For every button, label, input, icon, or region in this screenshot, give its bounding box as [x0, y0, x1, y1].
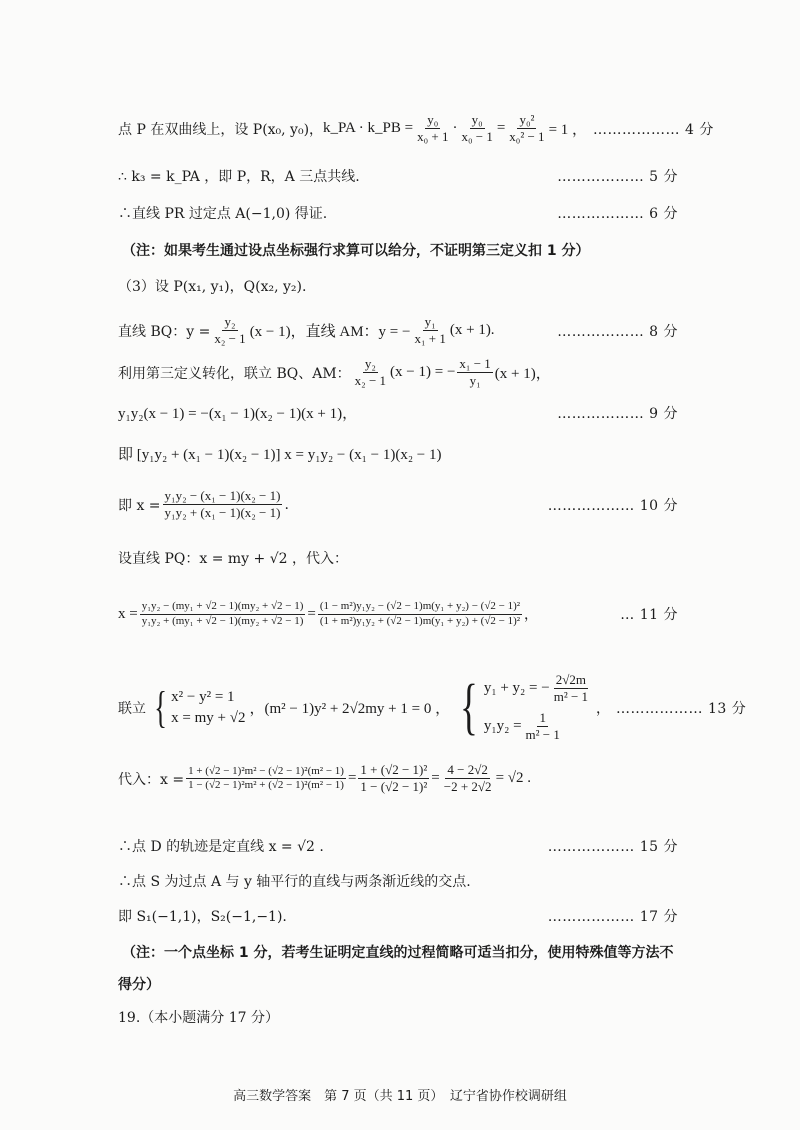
num: 1 — [537, 710, 548, 727]
fraction — [459, 112, 494, 146]
fraction — [140, 600, 306, 629]
text: 即 [y₁y₂ + (x₁ − 1)(x₂ − 1)] x = y₁y₂ − (x₁ − 1)(x₂ − 1) — [118, 447, 442, 463]
math: (x + 1). — [449, 322, 495, 339]
line-17 — [118, 1007, 678, 1027]
score: ……………… 8 分 — [557, 323, 678, 340]
text: 直线 BQ：y = — [118, 323, 211, 340]
line-9 — [118, 488, 678, 522]
den: y₁y₂ + (x₁ − 1)(x₂ − 1) — [164, 505, 281, 521]
fraction — [318, 600, 522, 629]
text: 即 S₁(−1,1)，S₂(−1,−1). — [118, 909, 287, 925]
den: 1 − (√2 − 1)² — [360, 779, 428, 795]
line-5 — [118, 314, 678, 348]
fraction — [442, 762, 494, 796]
text: 设直线 PQ：x = my + √2 ，代入： — [118, 551, 348, 567]
num: y₂ — [363, 356, 378, 373]
score: ……………… 4 分 — [593, 121, 714, 138]
fraction — [412, 314, 447, 348]
math: k_PA · k_PB = — [323, 120, 414, 137]
note-2b — [118, 974, 678, 994]
num: y₁y₂ − (x₁ − 1)(x₂ − 1) — [163, 488, 283, 505]
math: (x − 1) = − — [390, 364, 456, 381]
text: （注：如果考生通过设点坐标强行求算可以给分，不证明第三定义扣 1 分） — [122, 243, 590, 259]
num: (1 − m²)y₁y₂ − (√2 − 1)m(y₁ + y₂) − (√2 − 1)² — [318, 600, 522, 615]
math: (x + 1)， — [494, 366, 551, 383]
text: （3）设 P(x₁, y₁)，Q(x₂, y₂). — [118, 279, 307, 295]
den: y₁y₂ + (my₁ + √2 − 1)(my₂ + √2 − 1) — [141, 614, 304, 627]
num: y₁y₂ − (my₁ + √2 − 1)(my₂ + √2 − 1) — [140, 600, 306, 615]
fraction — [415, 112, 450, 146]
line-7 — [118, 402, 678, 423]
text: 得分） — [118, 977, 160, 993]
line-3 — [118, 203, 678, 223]
num: 4 − 2√2 — [445, 762, 489, 779]
den: x₀ + 1 — [417, 129, 449, 145]
den: x₁ + 1 — [414, 331, 446, 347]
fraction — [163, 488, 283, 522]
line-2 — [118, 166, 678, 186]
fraction — [358, 762, 429, 796]
num: y₁ — [423, 314, 438, 331]
line-4 — [118, 276, 678, 296]
num: y₀ — [425, 112, 440, 129]
math: (x − 1)，直线 AM：y = − — [249, 324, 411, 341]
score: ……………… 9 分 — [557, 405, 678, 422]
den: (1 + m²)y₁y₂ + (√2 − 1)m(y₁ + y₂) + (√2 − 1)² — [319, 614, 521, 627]
num: 1 + (√2 − 1)² — [358, 762, 429, 779]
text: 19.（本小题满分 17 分） — [118, 1010, 279, 1026]
fraction — [507, 112, 546, 146]
den: y₁ — [469, 373, 481, 389]
line-13: 代入：x = $\frac{\text{1 + (√2 − 1)²m² − (√2 − 1)²(m² − 1)}}{\text{1 − (√2 − 1)²m² + (√2 − 1)²(m² − 1)}}$ = $\frac{\text{1 + (√2 − 1)²}}{\text{1 − (√2 − 1)²}}$ = $\frac{4 - 2√2}{-2 + 2√2}$ = √2 . — [118, 762, 532, 795]
score: ……………… 10 分 — [547, 497, 678, 514]
den: x₀ − 1 — [461, 129, 493, 145]
den: x₀² − 1 — [509, 129, 545, 145]
line-16 — [118, 906, 678, 926]
num: 2√2m — [554, 672, 588, 689]
line-11: x = $\frac{\text{y₁y₂ − (my₁ + √2 − 1)(my₂ + √2 − 1)}}{\text{y₁y₂ + (my₁ + √2 − 1)(my₂ + √2 − 1)}}$ = $\frac{\text{(1 − m²)y₁y₂ − (√2 − 1)m(y₁ + y₂) − (√2 − 1)²}}{\text{(1 + m²)y₁y₂ + (√2 − 1)m(y₁ + y₂) + (√2 − 1)²}}$ ， … 11 分 — [118, 600, 678, 627]
den: m² − 1 — [525, 726, 560, 742]
text: y₁y₂ = — [483, 717, 522, 734]
text: 联立 — [118, 700, 146, 717]
score: … 11 分 — [620, 607, 678, 624]
solution-system: { y₁ + y₂ = − $\frac{2√2m}{\text{m² − 1}}$ y₁y₂ = $\frac{1}{\text{m² − 1}}$ — [460, 672, 589, 742]
den: 1 − (√2 − 1)²m² + (√2 − 1)²(m² − 1) — [188, 779, 344, 792]
text: 即 x = — [118, 497, 161, 514]
den: x₂ − 1 — [354, 373, 387, 389]
den: x₂ − 1 — [214, 331, 246, 347]
den: −2 + 2√2 — [443, 779, 492, 795]
note-1 — [122, 240, 682, 260]
equation-system: { x² − y² = 1 x = my + √2 — [154, 682, 246, 732]
num: x₁ − 1 — [457, 356, 492, 373]
math: = √2 . — [495, 770, 532, 787]
line-14 — [118, 836, 678, 856]
text: y₁ + y₂ = − — [483, 680, 550, 697]
text: ∴直线 PR 过定点 A(−1,0) 得证. — [118, 206, 328, 222]
math: x = — [118, 605, 138, 622]
text: ∴点 S 为过点 A 与 y 轴平行的直线与两条渐近线的交点. — [118, 874, 471, 890]
score: ……………… 6 分 — [557, 206, 678, 222]
text: 利用第三定义转化，联立 BQ、AM： — [118, 365, 351, 382]
fraction — [186, 765, 346, 794]
line-1: 点 P 在双曲线上，设 P(x₀, y₀)， k_PA · k_PB = $\frac{\text{y₀}}{\text{x₀ + 1}}$ · $\frac{\text{y₀}}{\text{x₀ − 1}}$ = $\frac{\text{y₀²}}{\text{x₀² − 1}}$ = 1 ， ……………… 4 分 — [118, 112, 714, 145]
line-10 — [118, 548, 678, 568]
text: . — [284, 496, 289, 513]
line-15 — [118, 871, 678, 891]
math: = 1 ， — [548, 122, 588, 139]
score: ……………… 15 分 — [547, 839, 678, 855]
text: y₁y₂(x − 1) = −(x₁ − 1)(x₂ − 1)(x + 1)， — [118, 406, 358, 422]
num: y₀² — [517, 112, 536, 129]
equation: x² − y² = 1 — [171, 688, 235, 705]
line-12 — [118, 672, 747, 743]
num: y₂ — [222, 314, 237, 331]
num: y₀ — [470, 112, 485, 129]
score: ……………… 17 分 — [547, 909, 678, 925]
text: 点 P 在双曲线上，设 P(x₀, y₀)， — [118, 121, 324, 138]
text: ， — [524, 607, 539, 624]
line-6 — [118, 356, 678, 390]
fraction — [212, 314, 247, 348]
math: ，(m² − 1)y² + 2√2my + 1 = 0 ， — [249, 701, 451, 717]
text: ∴点 D 的轨迹是定直线 x = √2 . — [118, 839, 324, 855]
fraction — [457, 356, 492, 390]
score: ……………… 5 分 — [557, 169, 678, 185]
text: ∴ k₃ = k_PA ，即 P，R，A 三点共线. — [118, 169, 360, 185]
text: （注：一个点坐标 1 分，若考生证明定直线的过程简略可适当扣分，使用特殊值等方法不 — [122, 945, 674, 961]
fraction — [353, 356, 388, 390]
den: m² − 1 — [553, 689, 589, 705]
page-footer: 高三数学答案 第 7 页（共 11 页） 辽宁省协作校调研组 — [233, 1089, 567, 1104]
num: 1 + (√2 − 1)²m² − (√2 − 1)²(m² − 1) — [186, 765, 346, 780]
score: ……………… 13 分 — [616, 700, 747, 717]
text: 代入：x = — [118, 771, 185, 788]
line-8 — [118, 443, 678, 464]
note-2a — [122, 942, 682, 962]
equation: x = my + √2 — [171, 709, 246, 726]
text: ， — [596, 700, 611, 717]
